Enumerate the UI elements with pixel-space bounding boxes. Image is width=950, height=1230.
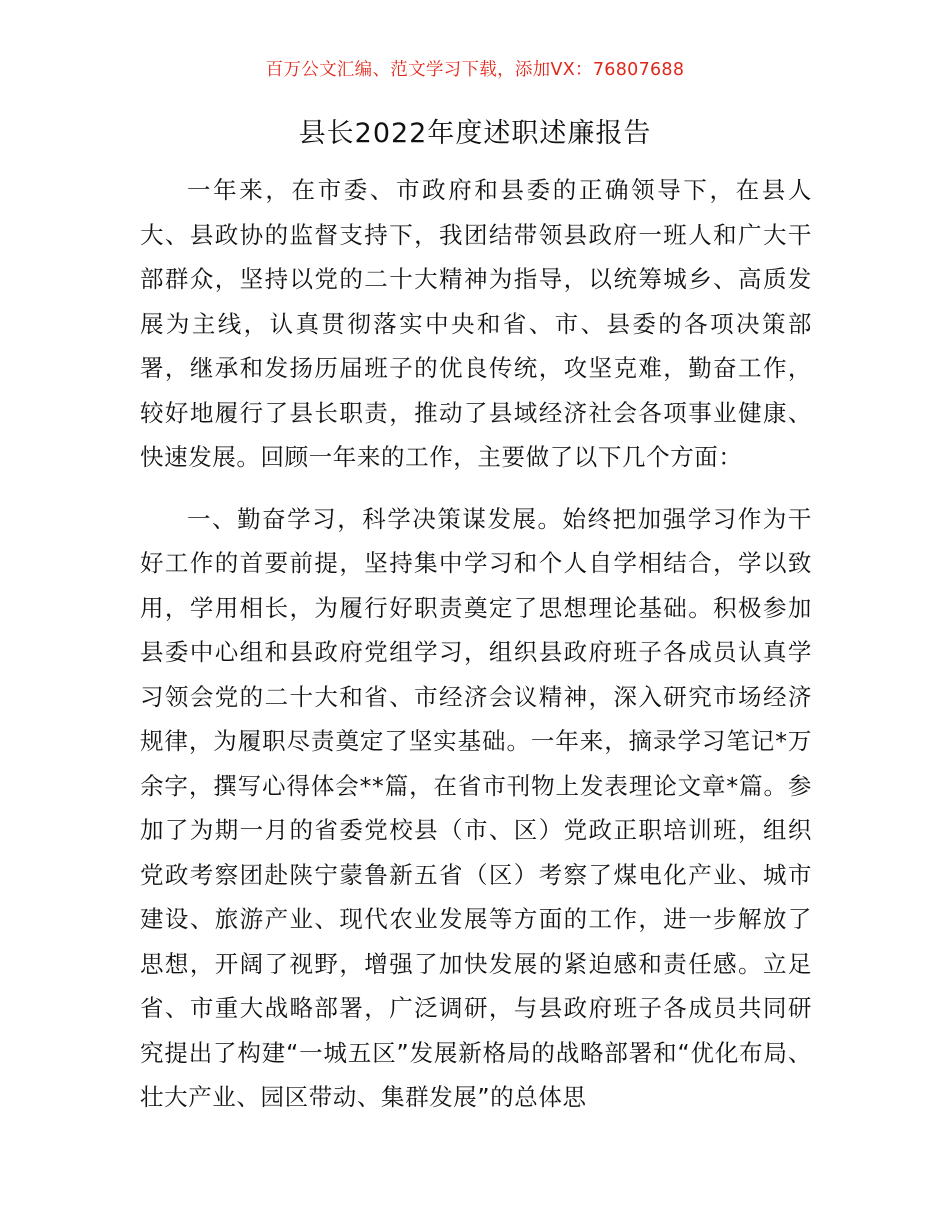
paragraph-section-1: 一、勤奋学习，科学决策谋发展。始终把加强学习作为干好工作的首要前提，坚持集中学习和个人自学相结合，学以致用，学用相长，为履行好职责奠定了思想理论基础。积极参加县委中心组和县政府党组学习，组织县政府班子各成员认真学习领会党的二十大和省、市经济会议精神，深入研究市场经济规律，为履职尽责奠定了坚实基础。一年来，摘录学习笔记*万余字，撰写心得体会**篇，在省市刊物上发表理论文章*篇。参加了为期一月的省委党校县（市、区）党政正职培训班，组织党政考察团赴陕宁蒙鲁新五省（区）考察了煤电化产业、城市建设、旅游产业、现代农业发展等方面的工作，进一步解放了思想，开阔了视野，增强了加快发展的紧迫感和责任感。立足省、市重大战略部署，广泛调研，与县政府班子各成员共同研究提出了构建“一城五区”发展新格局的战略部署和“优化布局、壮大产业、园区带动、集群发展”的总体思 (140, 504, 812, 1111)
paragraph-intro: 一年来，在市委、市政府和县委的正确领导下，在县人大、县政协的监督支持下，我团结带领县政府一班人和广大干部群众，坚持以党的二十大精神为指导，以统筹城乡、高质发展为主线，认真贯彻落实中央和省、市、县委的各项决策部署，继承和发扬历届班子的优良传统，攻坚克难，勤奋工作，较好地履行了县长职责，推动了县域经济社会各项事业健康、快速发展。回顾一年来的工作，主要做了以下几个方面： (140, 176, 812, 471)
header-banner: 百万公文汇编、范文学习下载，添加VX：76807688 (265, 60, 685, 80)
document-body (140, 168, 812, 1120)
document-title: 县长2022年度述职述廉报告 (298, 118, 652, 149)
